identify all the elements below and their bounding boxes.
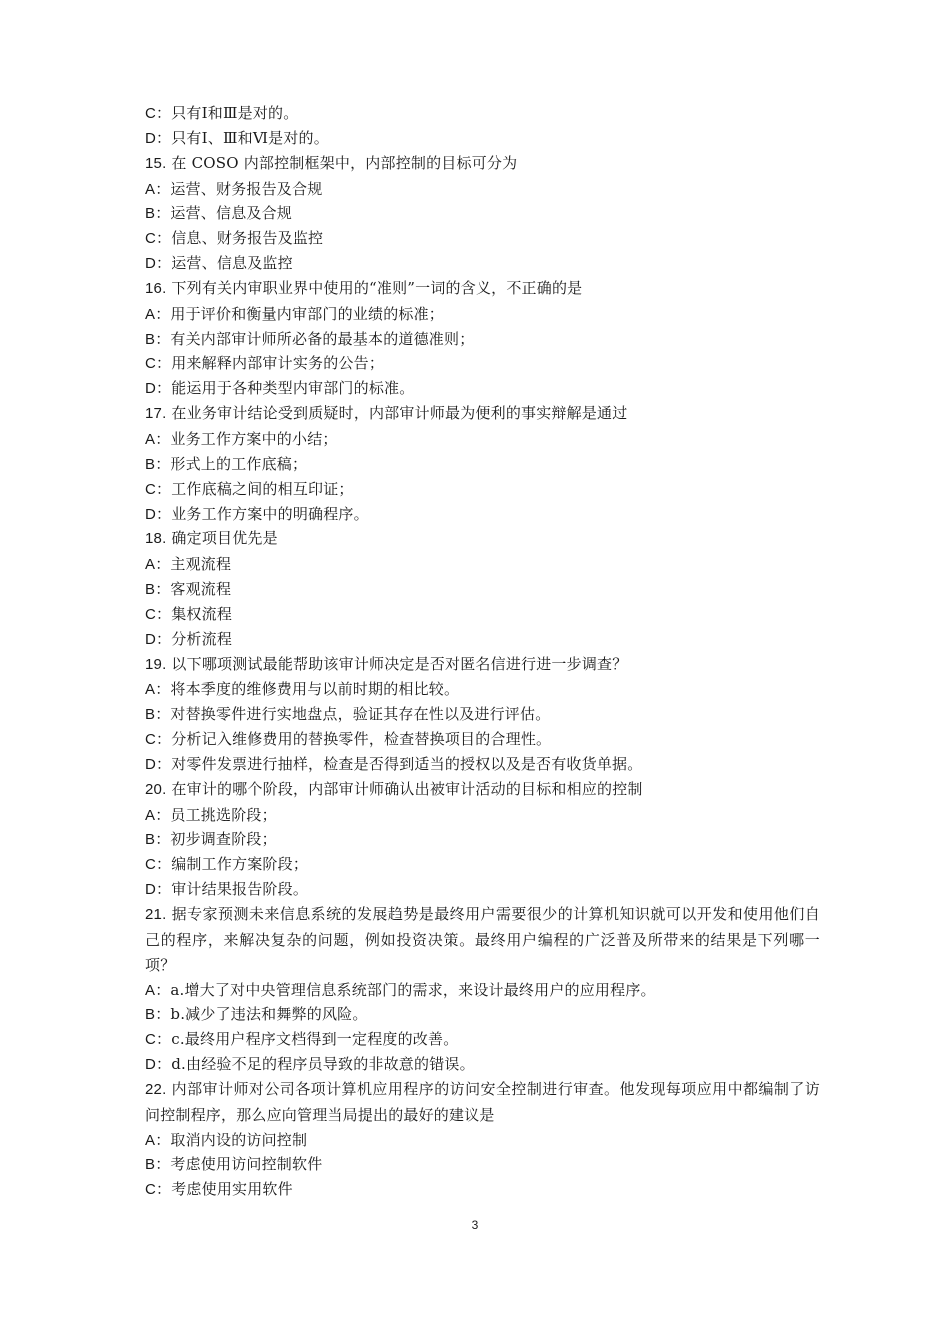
option-label: D： [145,505,172,523]
option-line [145,702,820,727]
option-line [145,677,820,702]
option-label: A： [145,981,171,999]
question-text: 在 COSO 内部控制框架中，内部控制的目标可分为 [171,153,518,172]
option-line [145,452,820,477]
question-number: 18. [145,530,167,548]
option-text: 运营、信息及合规 [170,204,293,223]
question-text: 在审计的哪个阶段，内部审计师确认出被审计活动的目标和相应的控制 [171,779,643,798]
option-text: 考虑使用实用软件 [171,1180,293,1199]
option-label: C： [145,355,172,373]
option-line [145,327,820,352]
option-text: 信息、财务报告及监控 [171,229,324,248]
option-label: D： [145,380,172,398]
option-text: 对替换零件进行实地盘点，验证其存在性以及进行评估。 [170,705,551,724]
question-text: 据专家预测未来信息系统的发展趋势是最终用户需要很少的计算机知识就可以开发和使用他们自己的程序，来解决复杂的问题，例如投资决策。最终用户编程的广泛普及所带来的结果是下列哪一项？ [145,905,821,974]
question-text: 以下哪项测试最能帮助该审计师决定是否对匿名信进行进一步调查？ [171,654,628,673]
option-text: 业务工作方案中的明确程序。 [171,504,369,523]
option-text: 运营、信息及监控 [171,254,293,273]
option-text: 集权流程 [171,604,233,623]
option-label: B： [145,581,171,599]
option-text: 运营、财务报告及合规 [170,179,323,198]
option-label: B： [145,706,171,724]
option-line [145,877,820,902]
option-line [145,1052,820,1077]
option-line [145,803,820,828]
option-label: D： [145,755,172,773]
option-text: 主观流程 [170,555,232,574]
question-text: 在业务审计结论受到质疑时，内部审计师最为便利的事实辩解是通过 [171,404,628,423]
option-label: C： [145,1031,172,1049]
option-label: C： [145,856,172,874]
option-text: b.减少了违法和舞弊的风险。 [170,1005,368,1024]
option-line [145,251,820,276]
option-text: 初步调查阶段； [170,830,277,849]
option-line [145,376,820,401]
option-line [145,477,820,502]
question-number: 20. [145,780,167,798]
option-label: C： [145,605,172,623]
option-line [145,427,820,452]
question-line [145,902,820,978]
option-line [145,827,820,852]
option-text: 形式上的工作底稿； [170,454,308,473]
option-label: D： [145,129,172,147]
option-label: A： [145,180,171,198]
option-line [145,126,820,151]
question-number: 22. [145,1080,167,1098]
option-text: 工作底稿之间的相互印证； [171,479,354,498]
option-line [145,177,820,202]
question-line [145,401,820,427]
option-text: 用于评价和衡量内审部门的业绩的标准； [170,304,445,323]
option-line [145,1128,820,1153]
option-label: D： [145,630,172,648]
question-line [145,151,820,177]
option-label: C： [145,480,172,498]
option-line [145,201,820,226]
option-label: D： [145,255,172,273]
option-text: 有关内部审计师所必备的最基本的道德准则； [170,329,475,348]
option-label: C： [145,105,172,122]
question-number: 21. [145,906,167,923]
option-line [145,1027,820,1052]
option-line [145,351,820,376]
question-line [145,652,820,678]
option-label: A： [145,681,171,699]
option-label: C： [145,230,172,248]
option-text: 对零件发票进行抽样，检查是否得到适当的授权以及是否有收货单据。 [171,754,643,773]
option-line [145,727,820,752]
question-text: 内部审计师对公司各项计算机应用程序的访问安全控制进行审查。他发现每项应用中都编制了访问控制程序，那么应向管理当局提出的最好的建议是 [145,1079,821,1124]
option-line [145,226,820,251]
option-text: 考虑使用访问控制软件 [170,1155,323,1174]
question-line [145,777,820,803]
option-text: d.由经验不足的程序员导致的非故意的错误。 [171,1055,475,1074]
option-line [145,752,820,777]
option-text: 分析流程 [171,629,233,648]
option-line [145,502,820,527]
option-label: A： [145,430,171,448]
option-text: 员工挑选阶段； [170,805,277,824]
option-text: 能运用于各种类型内审部门的标准。 [171,379,415,398]
question-number: 16. [145,279,167,297]
question-number: 15. [145,154,167,172]
option-label: B： [145,1006,171,1024]
option-line [145,1152,820,1177]
option-line [145,101,820,126]
option-line [145,852,820,877]
option-label: B： [145,455,171,473]
question-number: 17. [145,405,167,423]
option-text: c.最终用户程序文档得到一定程度的改善。 [171,1030,459,1049]
page-number: 3 [471,1218,479,1232]
option-label: D： [145,881,172,899]
option-label: D： [145,1056,172,1074]
document-body [145,101,820,1202]
option-line [145,627,820,652]
question-line [145,526,820,552]
option-text: 业务工作方案中的小结； [170,429,338,448]
option-text: 审计结果报告阶段。 [171,880,309,899]
option-line [145,552,820,577]
option-label: A： [145,305,171,323]
option-text: 只有Ⅰ、Ⅲ和Ⅵ是对的。 [171,128,329,147]
option-line [145,602,820,627]
option-text: 将本季度的维修费用与以前时期的相比较。 [170,680,460,699]
option-label: A： [145,806,171,824]
option-label: B： [145,205,171,223]
option-label: B： [145,831,171,849]
option-label: A： [145,556,171,574]
option-label: C： [145,731,172,749]
option-line [145,577,820,602]
option-line [145,978,820,1003]
option-label: C： [145,1181,172,1199]
option-text: 编制工作方案阶段； [171,855,309,874]
option-label: B： [145,330,171,348]
option-line [145,1002,820,1027]
question-line [145,1077,820,1128]
option-line [145,302,820,327]
option-text: a.增大了对中央管理信息系统部门的需求，来设计最终用户的应用程序。 [170,980,656,999]
option-label: A： [145,1131,171,1149]
question-number: 19. [145,655,167,673]
question-line [145,276,820,302]
option-text: 只有Ⅰ和Ⅲ是对的。 [171,104,299,122]
question-text: 下列有关内审职业界中使用的“准则”一词的含义，不正确的是 [171,278,583,297]
option-text: 客观流程 [170,580,232,599]
option-text: 取消内设的访问控制 [170,1130,308,1149]
option-line [145,1177,820,1202]
option-text: 分析记入维修费用的替换零件，检查替换项目的合理性。 [171,730,552,749]
option-text: 用来解释内部审计实务的公告； [171,354,385,373]
question-text: 确定项目优先是 [171,529,278,548]
option-label: B： [145,1156,171,1174]
